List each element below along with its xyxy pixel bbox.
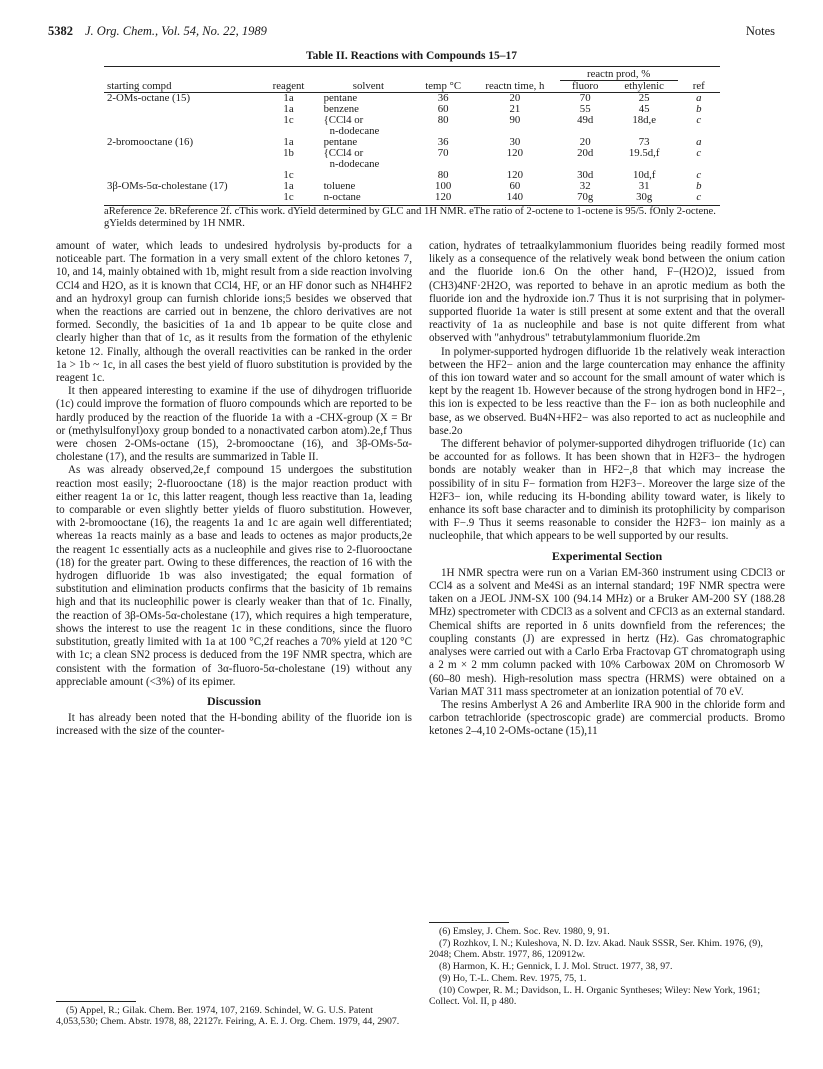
table-cell-solvent: n-octane	[323, 191, 361, 203]
table-cell-ref: a	[696, 92, 702, 104]
table-cell-time: 120	[506, 169, 523, 181]
table-cell-ref: c	[696, 191, 702, 203]
column-header: temp °C	[416, 81, 470, 93]
right-footnotes	[429, 922, 785, 1008]
table-cell-temp: 60	[437, 103, 449, 115]
table-cell-ref: a	[696, 136, 702, 148]
table-cell-solvent: {CCl4 or n-dodecane	[321, 148, 417, 170]
table-cell-solvent: benzene	[323, 103, 359, 115]
table-cell-reagent: 1a	[283, 103, 294, 115]
table-cell-solvent-continued: n-dodecane	[329, 125, 380, 137]
page-number: 5382	[48, 24, 73, 38]
table-cell-ethylenic: 10d,f	[632, 169, 656, 181]
left-footnotes	[56, 1001, 412, 1028]
table-row	[104, 148, 720, 170]
column-header: reactn time, h	[470, 81, 559, 93]
footnote: (6) Emsley, J. Chem. Soc. Rev. 1980, 9, 91.	[439, 926, 610, 937]
section-label: Notes	[745, 24, 775, 38]
paragraph: cation, hydrates of tetraalkylammonium fluorides being readily formed most likely as a consequence of the relatively weak bond between the onium cation and the fluoride ion.6 On the other hand, F−(H2O)2, issued from (CH3)4NF·2H2O, was reported to behave in an aprotic medium as both the fluoride ion and the hydroxide ion.7 Thus it is not surprising that in polymer-supported fluoride 1a water is still present at some extent and that the overall reactivity of 1a as nucleophile and base is not quite different from what observed with "anhydrous" tetrabutylammonium fluoride.2m	[429, 240, 785, 345]
table-cell-time: 60	[509, 180, 521, 192]
table-cell-time: 30	[509, 136, 521, 148]
table-cell-compd	[104, 148, 257, 170]
table-cell-fluoro: 55	[579, 103, 591, 115]
table-cell-reagent: 1c	[283, 114, 294, 126]
table-row	[104, 181, 720, 192]
table-row	[104, 93, 720, 105]
footnote: (5) Appel, R.; Gilak. Chem. Ber. 1974, 107, 2169. Schindel, W. G. U.S. Patent 4,053,530; Chem. Abstr. 1978, 88, 22127r. Feiring, A. E. J. Org. Chem. 1979, 44, 2907.	[56, 1005, 400, 1027]
table-cell-ethylenic: 31	[638, 180, 650, 192]
column-header: solvent	[321, 81, 417, 93]
table-row	[104, 115, 720, 137]
table-cell-time: 20	[509, 92, 521, 104]
table-cell-time: 21	[509, 103, 521, 115]
paragraph: The resins Amberlyst A 26 and Amberlite IRA 900 in the chloride form and carbon tetrachloride (spectroscopic grade) are commercial products. Bromo ketones 2–4,10 2-OMs-octane (15),11	[429, 698, 785, 738]
table-cell-time: 90	[509, 114, 521, 126]
table-cell-compd: 2-bromooctane (16)	[107, 136, 194, 148]
table-cell-solvent: toluene	[323, 180, 356, 192]
table-cell-reagent: 1a	[283, 180, 294, 192]
column-header: starting compd	[104, 81, 257, 93]
table-cell-compd	[104, 192, 257, 203]
table-cell-ethylenic: 45	[638, 103, 650, 115]
table-cell-temp: 80	[437, 114, 449, 126]
reactions-table	[104, 66, 720, 206]
table-cell-fluoro: 70g	[577, 191, 594, 203]
table-cell-reagent: 1c	[283, 191, 294, 203]
discussion-heading: Discussion	[206, 693, 262, 708]
table-cell-compd: 3β-OMs-5α-cholestane (17)	[107, 180, 228, 192]
table-cell-fluoro: 20	[579, 136, 591, 148]
table-cell-fluoro: 20d	[577, 147, 594, 159]
table-cell-time: 140	[506, 191, 523, 203]
table-cell-ref: c	[696, 114, 702, 126]
footnote: (10) Cowper, R. M.; Davidson, L. H. Organic Syntheses; Wiley: New York, 1961; Collect. Vol. II, p 480.	[429, 985, 761, 1007]
table-row	[104, 192, 720, 203]
paragraph: amount of water, which leads to undesired hydrolysis by-products for a noticeable part. The formation in a very small extent of the chloro ketones 7, 10, and 14, mainly obtained with 1b, might result from a side reaction involving CCl4 and H2O, as it is known that CCl4, HF, or an HF donor such as NH4HF2 and an hydroxyl group can furnish chloride ions;5 besides we observed that when the reactions are carried out in benzene, the chloro derivatives are not formed. Secondly, the basicities of 1a and 1b appear to be quite close and clearly higher than that of 1c, as it results from the formation of the ethylenic ketone 12. Finally, although the overall reactivities can be ranked in the order 1a > 1b ~ 1c, in all cases the best yield of fluoro substitution is provided by the reagent 1c.	[56, 240, 412, 385]
table-footnotes: aReference 2e. bReference 2f. cThis work. dYield determined by GLC and 1H NMR. eThe ratio of 2-octene to 1-octene is 95/5. fOnly 2-octene. gYields determined by 1H NMR.	[104, 206, 716, 229]
table-cell-ethylenic: 18d,e	[632, 114, 657, 126]
footnote: (9) Ho, T.-L. Chem. Rev. 1975, 75, 1.	[439, 973, 587, 984]
table-cell-ethylenic: 19.5d,f	[628, 147, 660, 159]
table-row	[104, 137, 720, 148]
table-cell-compd: 2-OMs-octane (15)	[107, 92, 191, 104]
table-cell-ref: b	[696, 180, 702, 192]
table-cell-solvent-continued: n-dodecane	[329, 158, 380, 170]
table-cell-compd	[104, 104, 257, 115]
table-cell-time: 120	[506, 147, 523, 159]
table-cell-temp: 70	[437, 147, 449, 159]
table-cell-ethylenic: 30g	[636, 191, 653, 203]
table-cell-ref: b	[696, 103, 702, 115]
table-cell-temp: 120	[435, 191, 452, 203]
table-cell-ref: c	[696, 169, 702, 181]
table-cell-temp: 80	[437, 169, 449, 181]
paragraph: It then appeared interesting to examine if the use of dihydrogen trifluoride (1c) could improve the formation of fluoro compounds which are reported to be hardly produced by the reaction of the fluoride 1a with a -CHX-group (X = Br or (methylsulfonyl)oxy group bonded to a nonactivated carbon atom).2e,f Thus were chosen 2-OMs-octane (15), 2-bromooctane (16), and 3β-OMs-5α-cholestane (17), and the results are summarized in Table II.	[56, 385, 412, 464]
table-cell-solvent: pentane	[323, 92, 358, 104]
column-header: ref	[678, 81, 720, 93]
table-cell-fluoro: 49d	[577, 114, 594, 126]
table-cell-ref: c	[696, 147, 702, 159]
paragraph: It has already been noted that the H-bonding ability of the fluoride ion is increased with the size of the counter-	[56, 712, 412, 738]
journal-citation: J. Org. Chem., Vol. 54, No. 22, 1989	[85, 24, 267, 38]
column-header: ethylenic	[611, 81, 678, 93]
table-cell-ethylenic: 73	[638, 136, 650, 148]
experimental-heading: Experimental Section	[551, 548, 663, 563]
table-cell-fluoro: 32	[579, 180, 591, 192]
column-header: fluoro	[560, 81, 611, 93]
table-title: Table II. Reactions with Compounds 15–17	[305, 50, 518, 62]
table-cell-ethylenic: 25	[638, 92, 650, 104]
table-cell-reagent: 1c	[283, 169, 294, 181]
running-head	[48, 24, 775, 40]
column-header: reagent	[257, 81, 321, 93]
paragraph: 1H NMR spectra were run on a Varian EM-360 instrument using CDCl3 or CCl4 as a solvent and Me4Si as an internal standard; 19F NMR spectra were taken on a JEOL JNM-SX 100 (94.14 MHz) or a Bruker AM-200 SY (188.28 MHz) spectrometer with CDCl3 as a solvent and CFCl3 as an external standard. Chemical shifts are reported in δ units downfield from the references; the coupling constants (J) are expressed in hertz (Hz). Gas chromatographic analyses were carried out with a Carlo Erba Fractovap GT chromatograph using a 2 m × 2 mm column packed with 10% Carbowax 20M on Chromosorb W (60–80 mesh). High-resolution mass spectra (HRMS) were obtained on a Varian MAT 311 mass spectrometer at an ionization potential of 70 eV.	[429, 566, 785, 698]
table-cell-solvent: {CCl4 or n-dodecane	[321, 115, 417, 137]
table-cell-temp: 100	[435, 180, 452, 192]
table-cell-fluoro: 70	[579, 92, 591, 104]
table-cell-temp: 36	[437, 92, 449, 104]
left-column	[56, 240, 412, 739]
table-cell-solvent: pentane	[323, 136, 358, 148]
footnote: (8) Harmon, K. H.; Gennick, I. J. Mol. Struct. 1977, 38, 97.	[439, 961, 673, 972]
right-column	[429, 240, 785, 739]
paragraph: In polymer-supported hydrogen difluoride 1b the relatively weak interaction between the HF2− anion and the large countercation may enhance the affinity of this ion toward water and so account for the small amount of water which is kept by the reagent 1b. However because of the strong hydrogen bond in HF2−, this ion is expected to be less reactive than the F− ion as both nucleophile and base, as we observed. Bu4N+HF2− was also reported to act as nucleophile and base.2o	[429, 345, 785, 437]
table-row	[104, 104, 720, 115]
footnote: (7) Rozhkov, I. N.; Kuleshova, N. D. Izv. Akad. Nauk SSSR, Ser. Khim. 1976, (9), 2048; Chem. Abstr. 1977, 86, 120912w.	[429, 938, 763, 960]
table-cell-reagent: 1a	[283, 92, 294, 104]
paragraph: The different behavior of polymer-supported dihydrogen trifluoride (1c) can be accounted for as follows. It has been shown that in H2F3− the hydrogen bonds are notably weaker than in HF2−,8 that which may increase the possibility of in situ F− formation from H2F3−. Moreover the large size of the H2F3− ion, while reducing its H-bonding ability toward water, is likely to enhance its soft base character and to diminish its protophilicity by comparison with F−.9 Thus it seems reasonable to consider the H2F3− ion mainly as a nucleophile, that which appears to be well supported by our results.	[429, 438, 785, 543]
group-header: reactn prod, %	[560, 69, 678, 81]
table-cell-compd	[104, 115, 257, 137]
table-cell-reagent: 1b	[283, 147, 294, 159]
table-cell-temp: 36	[437, 136, 449, 148]
table-cell-reagent: 1a	[283, 136, 294, 148]
table-cell-fluoro: 30d	[577, 169, 594, 181]
paragraph: As was already observed,2e,f compound 15 undergoes the substitution reaction most easily; 2-fluorooctane (18) is the major reaction product with either reagent 1a or 1c, this latter reagent, though less reactive than 1a, leading to comparable or even slightly better yields of fluoro substitution. However, with 2-bromooctane (16), the reagents 1a and 1c are again well differentiated; whereas 1a reacts mainly as a base and leads to octenes as major products,2e the reagent 1c essentially acts as a nucleophile and gives rise to 2-fluorooctane (18) for the greater part. Owing to these differences, the reaction of 16 with the hydrogen difluoride 1b was also investigated; the equal formation of substitution and elimination products confirms that the basicity of 1b remains high and that its nucleophilic power is clearly weaker than that of 1c. Finally, the reaction of 3β-OMs-5α-cholestane (17), which requires a high temperature, shows the interest to use the reagent 1c in these conditions, since the fluoro substitution, greatly limited with 1a at 100 °C,2f reaches a 70% yield at 120 °C with 1c; a clean SN2 process is deduced from the 19F NMR spectra, which are consistent with the formation of 3α-fluoro-5α-cholestane (19) without any appreciable amount (<3%) of its epimer.	[56, 464, 412, 688]
